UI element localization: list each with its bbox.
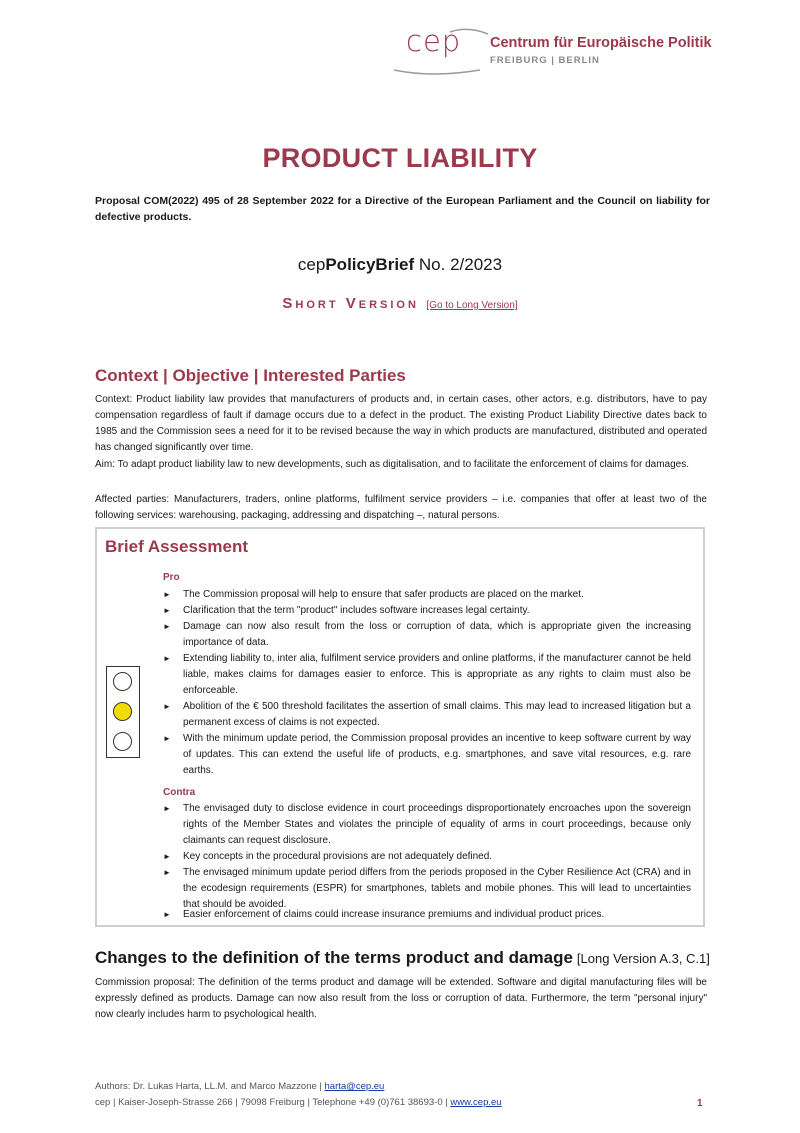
- bullet-arrow-icon: ►: [163, 804, 171, 813]
- bullet-arrow-icon: ►: [163, 622, 171, 631]
- org-name: Centrum für Europäische Politik: [490, 35, 712, 51]
- footer-authors: Authors: Dr. Lukas Harta, LL.M. and Marco Mazzone | harta@cep.eu: [95, 1081, 385, 1092]
- policy-brief-line: [0, 255, 800, 275]
- brief-number: No. 2/2023: [418, 255, 503, 274]
- brief-assessment-box: [95, 527, 705, 927]
- traffic-light-top: [113, 672, 132, 691]
- bullet-arrow-icon: ►: [163, 910, 171, 919]
- long-version-reference: [Long Version A.3, C.1]: [576, 951, 710, 966]
- context-paragraph: Context: Product liability law provides that manufacturers of products and, in certain cases, other actors, e.g. distributors, have to pay compensation regardless of fault if damage occurs due to a defect in the product. The existing Product Liability Directive dates back to 1985 and the Commission sees a need for it to be revised because the way in which products are manufactured, distributed and operated has changed significantly over time.: [95, 394, 707, 453]
- bullet-arrow-icon: ►: [163, 606, 171, 615]
- bullet-arrow-icon: ►: [163, 702, 171, 711]
- pro-item: ► With the minimum update period, the Commission proposal provides an incentive to keep software current by way of updates. This can extend the useful life of products, e.g. smartphones, and save vital resources, e.g. rare earths.: [163, 733, 691, 776]
- traffic-light-bottom: [113, 732, 132, 751]
- org-cities: FREIBURG | BERLIN: [490, 55, 600, 66]
- traffic-light-icon: [106, 666, 140, 758]
- page-number: 1: [697, 1098, 703, 1109]
- pro-label: Pro: [163, 572, 180, 583]
- contra-item: ► Easier enforcement of claims could increase insurance premiums and individual product prices.: [163, 907, 691, 923]
- logo-text: cep: [406, 24, 462, 58]
- pro-item: ► The Commission proposal will help to ensure that safer products are placed on the market.: [163, 587, 691, 603]
- context-heading: Context | Objective | Interested Parties: [95, 366, 406, 385]
- bullet-arrow-icon: ►: [163, 734, 171, 743]
- contra-label: Contra: [163, 787, 196, 798]
- aim-paragraph: Aim: To adapt product liability law to new developments, such as digitalisation, and to facilitate the enforcement of claims for damages.: [95, 459, 690, 470]
- commission-proposal-paragraph: Commission proposal: The definition of the terms product and damage will be extended. Software and digital manufacturing files will be expressly defined as products. Damage can now also result from the loss or corruption of data. Furthermore, the term "personal injury" now clearly includes harm to psychological health.: [95, 977, 707, 1020]
- pro-item: ► Extending liability to, inter alia, fulfilment service providers and online platforms, if the manufacturer cannot be held liable, makes claims for damages easier to enforce. This is appropriate as any rights to claim must also be enforceable.: [163, 653, 691, 696]
- affected-parties-paragraph: Affected parties: Manufacturers, traders, online platforms, fulfilment service providers – i.e. companies that offer at least two of the following services: warehousing, packaging, addressing and dispatching –, natural persons.: [95, 494, 707, 521]
- assessment-heading: Brief Assessment: [105, 537, 248, 556]
- pro-item: ► Damage can now also result from the loss or corruption of data, which is appropriate given the increasing importance of data.: [163, 621, 691, 648]
- pro-item: ► Abolition of the € 500 threshold facilitates the assertion of small claims. This may lead to increased litigation but a permanent excess of claims is not expected.: [163, 701, 691, 728]
- proposal-subtitle: Proposal COM(2022) 495 of 28 September 2022 for a Directive of the European Parliament and the Council on liability for defective products.: [95, 195, 710, 223]
- brief-name: PolicyBrief: [325, 255, 415, 274]
- version-line: [0, 295, 800, 313]
- footer-address: cep | Kaiser-Joseph-Strasse 266 | 79098 Freiburg | Telephone +49 (0)761 38693-0 | www.cep.eu: [95, 1097, 502, 1108]
- long-version-link[interactable]: [Go to Long Version]: [426, 300, 518, 311]
- short-version-label: Short Version: [282, 295, 419, 312]
- traffic-light-middle: [113, 702, 132, 721]
- contra-item: ► Key concepts in the procedural provisions are not adequately defined.: [163, 849, 691, 865]
- bullet-arrow-icon: ►: [163, 654, 171, 663]
- bullet-arrow-icon: ►: [163, 590, 171, 599]
- contra-item: ► The envisaged minimum update period differs from the periods proposed in the Cyber Resilience Act (CRA) and in the ecodesign requirements (ESPR) for smartphones, tablets and mobile phones. This will lead to uncertainties that should be avoided.: [163, 867, 691, 910]
- page-title: PRODUCT LIABILITY: [262, 143, 538, 173]
- bullet-arrow-icon: ►: [163, 852, 171, 861]
- bullet-arrow-icon: ►: [163, 868, 171, 877]
- author-email-link[interactable]: harta@cep.eu: [324, 1081, 385, 1092]
- contra-item: ► The envisaged duty to disclose evidence in court proceedings disproportionately encroaches upon the sovereign rights of the Member States and violates the principle of equality of arms in court proceedings, because only claimants can request disclosure.: [163, 803, 691, 846]
- changes-heading: Changes to the definition of the terms product and damage [Long Version A.3, C.1]: [95, 948, 710, 967]
- brief-prefix: cep: [297, 255, 326, 274]
- cep-logo: [392, 22, 712, 72]
- website-link[interactable]: www.cep.eu: [450, 1097, 502, 1108]
- pro-item: ► Clarification that the term "product" includes software increases legal certainty.: [163, 603, 691, 619]
